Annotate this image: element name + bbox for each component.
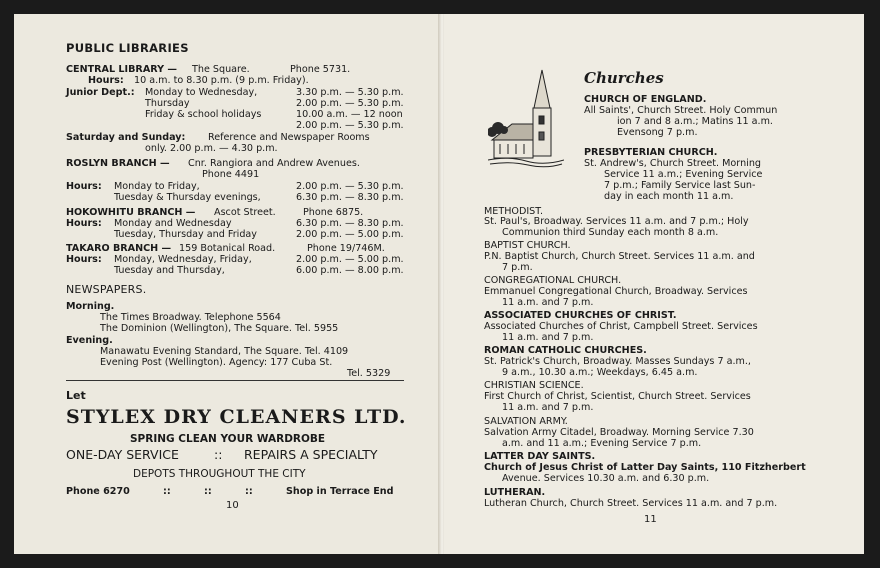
weekend-text: Reference and Newspaper Rooms xyxy=(208,132,370,143)
central-hours: 10 a.m. to 8.30 p.m. (9 p.m. Friday). xyxy=(134,75,309,86)
church-entry: day in each month 11 a.m. xyxy=(604,191,734,202)
newspaper-entry: Tel. 5329 xyxy=(347,368,391,379)
ad-let: Let xyxy=(66,389,86,402)
hokowhitu-hours-label: Hours: xyxy=(66,218,102,229)
church-entry: Service 11 a.m.; Evening Service xyxy=(604,169,763,180)
junior-row-day: Monday to Wednesday, xyxy=(145,87,258,98)
church-entry: 11 a.m. and 7 p.m. xyxy=(502,402,594,413)
central-library-phone: Phone 5731. xyxy=(290,64,351,75)
junior-row-day: Thursday xyxy=(145,98,190,109)
denomination-heading: LUTHERAN. xyxy=(484,487,546,498)
junior-row-time: 3.30 p.m. — 5.30 p.m. xyxy=(296,87,404,98)
roslyn-hours-label: Hours: xyxy=(66,181,102,192)
left-page xyxy=(14,14,440,554)
newspaper-entry: Manawatu Evening Standard, The Square. Tel. 4109 xyxy=(100,346,349,357)
junior-row-time: 2.00 p.m. — 5.30 p.m. xyxy=(296,98,404,109)
divider xyxy=(66,380,404,381)
hokowhitu-row-day: Tuesday, Thursday and Friday xyxy=(114,229,257,240)
page-number: 11 xyxy=(644,514,657,525)
junior-row-time: 2.00 p.m. — 5.30 p.m. xyxy=(296,120,404,131)
ad-phone: Phone 6270 xyxy=(66,486,130,497)
church-entry: First Church of Christ, Scientist, Church Street. Services xyxy=(484,391,751,402)
evening-label: Evening. xyxy=(66,335,113,346)
hokowhitu-branch-address: Ascot Street. xyxy=(214,207,276,218)
newspaper-entry: Evening Post (Wellington). Agency: 177 Cuba St. xyxy=(100,357,333,368)
church-entry: St. Andrew's, Church Street. Morning xyxy=(584,158,761,169)
church-entry: ion 7 and 8 a.m.; Matins 11 a.m. xyxy=(617,116,773,127)
junior-dept-label: Junior Dept.: xyxy=(66,87,135,98)
weekend-label: Saturday and Sunday: xyxy=(66,132,186,143)
denomination-heading: BAPTIST CHURCH. xyxy=(484,240,571,251)
page-number: 10 xyxy=(226,500,239,511)
ad-depots: DEPOTS THROUGHOUT THE CITY xyxy=(133,468,306,480)
church-illustration-icon xyxy=(488,68,564,168)
church-entry: P.N. Baptist Church, Church Street. Services 11 a.m. and xyxy=(484,251,755,262)
ad-shop: Shop in Terrace End xyxy=(286,486,394,497)
hokowhitu-branch-phone: Phone 6875. xyxy=(303,207,364,218)
right-page xyxy=(444,14,864,554)
weekend-hours: only. 2.00 p.m. — 4.30 p.m. xyxy=(145,143,278,154)
ad-line-spring: SPRING CLEAN YOUR WARDROBE xyxy=(130,433,326,445)
newspaper-entry: The Dominion (Wellington), The Square. Tel. 5955 xyxy=(100,323,339,334)
takaro-row-time: 6.00 p.m. — 8.00 p.m. xyxy=(296,265,404,276)
roslyn-row-time: 6.30 p.m. — 8.30 p.m. xyxy=(296,192,404,203)
roslyn-branch-name: ROSLYN BRANCH — xyxy=(66,158,170,169)
takaro-branch-address: 159 Botanical Road. xyxy=(179,243,276,254)
hokowhitu-row-time: 2.00 p.m. — 5.00 p.m. xyxy=(296,229,404,240)
denomination-heading: METHODIST. xyxy=(484,206,544,217)
roslyn-branch-address: Cnr. Rangiora and Andrew Avenues. xyxy=(188,158,360,169)
denomination-heading: PRESBYTERIAN CHURCH. xyxy=(584,147,718,158)
church-entry: Communion third Sunday each month 8 a.m. xyxy=(502,227,719,238)
denomination-heading: CHURCH OF ENGLAND. xyxy=(584,94,707,105)
church-entry: Associated Churches of Christ, Campbell Street. Services xyxy=(484,321,758,332)
denomination-heading: ASSOCIATED CHURCHES OF CHRIST. xyxy=(484,310,677,321)
church-entry: a.m. and 11 a.m.; Evening Service 7 p.m. xyxy=(502,438,702,449)
church-entry: 11 a.m. and 7 p.m. xyxy=(502,332,594,343)
junior-row-day: Friday & school holidays xyxy=(145,109,262,120)
church-entry: St. Patrick's Church, Broadway. Masses Sundays 7 a.m., xyxy=(484,356,751,367)
ad-repairs: REPAIRS A SPECIALTY xyxy=(244,447,378,462)
roslyn-row-day: Tuesday & Thursday evenings, xyxy=(114,192,261,203)
ad-one-day: ONE-DAY SERVICE xyxy=(66,447,179,462)
hokowhitu-row-day: Monday and Wednesday xyxy=(114,218,232,229)
takaro-row-day: Monday, Wednesday, Friday, xyxy=(114,254,252,265)
denomination-heading: CHRISTIAN SCIENCE. xyxy=(484,380,584,391)
church-entry: Evensong 7 p.m. xyxy=(617,127,698,138)
ad-separator: :: xyxy=(214,447,223,462)
denomination-heading: ROMAN CATHOLIC CHURCHES. xyxy=(484,345,647,356)
central-hours-label: Hours: xyxy=(88,75,124,86)
morning-label: Morning. xyxy=(66,301,115,312)
church-entry: 7 p.m. xyxy=(502,262,533,273)
church-entry: Avenue. Services 10.30 a.m. and 6.30 p.m. xyxy=(502,473,710,484)
section-heading-newspapers: NEWSPAPERS. xyxy=(66,283,147,296)
takaro-branch-name: TAKARO BRANCH — xyxy=(66,243,172,254)
central-library-address: The Square. xyxy=(192,64,250,75)
church-entry: All Saints', Church Street. Holy Commun xyxy=(584,105,778,116)
denomination-heading: SALVATION ARMY. xyxy=(484,416,568,427)
takaro-hours-label: Hours: xyxy=(66,254,102,265)
newspaper-entry: The Times Broadway. Telephone 5564 xyxy=(100,312,281,323)
ad-colons: :: xyxy=(163,486,171,497)
denomination-heading: CONGREGATIONAL CHURCH. xyxy=(484,275,622,286)
denomination-heading: LATTER DAY SAINTS. xyxy=(484,451,596,462)
takaro-row-day: Tuesday and Thursday, xyxy=(114,265,225,276)
roslyn-branch-phone: Phone 4491 xyxy=(202,169,260,180)
takaro-branch-phone: Phone 19/746M. xyxy=(307,243,385,254)
church-entry: 9 a.m., 10.30 a.m.; Weekdays, 6.45 a.m. xyxy=(502,367,698,378)
roslyn-row-time: 2.00 p.m. — 5.30 p.m. xyxy=(296,181,404,192)
takaro-row-time: 2.00 p.m. — 5.00 p.m. xyxy=(296,254,404,265)
roslyn-row-day: Monday to Friday, xyxy=(114,181,200,192)
church-entry: Lutheran Church, Church Street. Services 11 a.m. and 7 p.m. xyxy=(484,498,778,509)
church-entry: 11 a.m. and 7 p.m. xyxy=(502,297,594,308)
church-entry: Salvation Army Citadel, Broadway. Morning Service 7.30 xyxy=(484,427,754,438)
church-entry: 7 p.m.; Family Service last Sun- xyxy=(604,180,756,191)
central-library-name: CENTRAL LIBRARY — xyxy=(66,64,177,75)
ad-colons: :: xyxy=(245,486,253,497)
hokowhitu-row-time: 6.30 p.m. — 8.30 p.m. xyxy=(296,218,404,229)
junior-row-time: 10.00 a.m. — 12 noon xyxy=(296,109,403,120)
ad-company-name: STYLEX DRY CLEANERS LTD. xyxy=(66,406,407,428)
page-title: Churches xyxy=(584,69,664,87)
church-entry: Church of Jesus Christ of Latter Day Saints, 110 Fitzherbert xyxy=(484,462,806,473)
church-entry: St. Paul's, Broadway. Services 11 a.m. and 7 p.m.; Holy xyxy=(484,216,749,227)
hokowhitu-branch-name: HOKOWHITU BRANCH — xyxy=(66,207,196,218)
church-entry: Emmanuel Congregational Church, Broadway. Services xyxy=(484,286,748,297)
section-heading-libraries: PUBLIC LIBRARIES xyxy=(66,41,189,55)
ad-colons: :: xyxy=(204,486,212,497)
